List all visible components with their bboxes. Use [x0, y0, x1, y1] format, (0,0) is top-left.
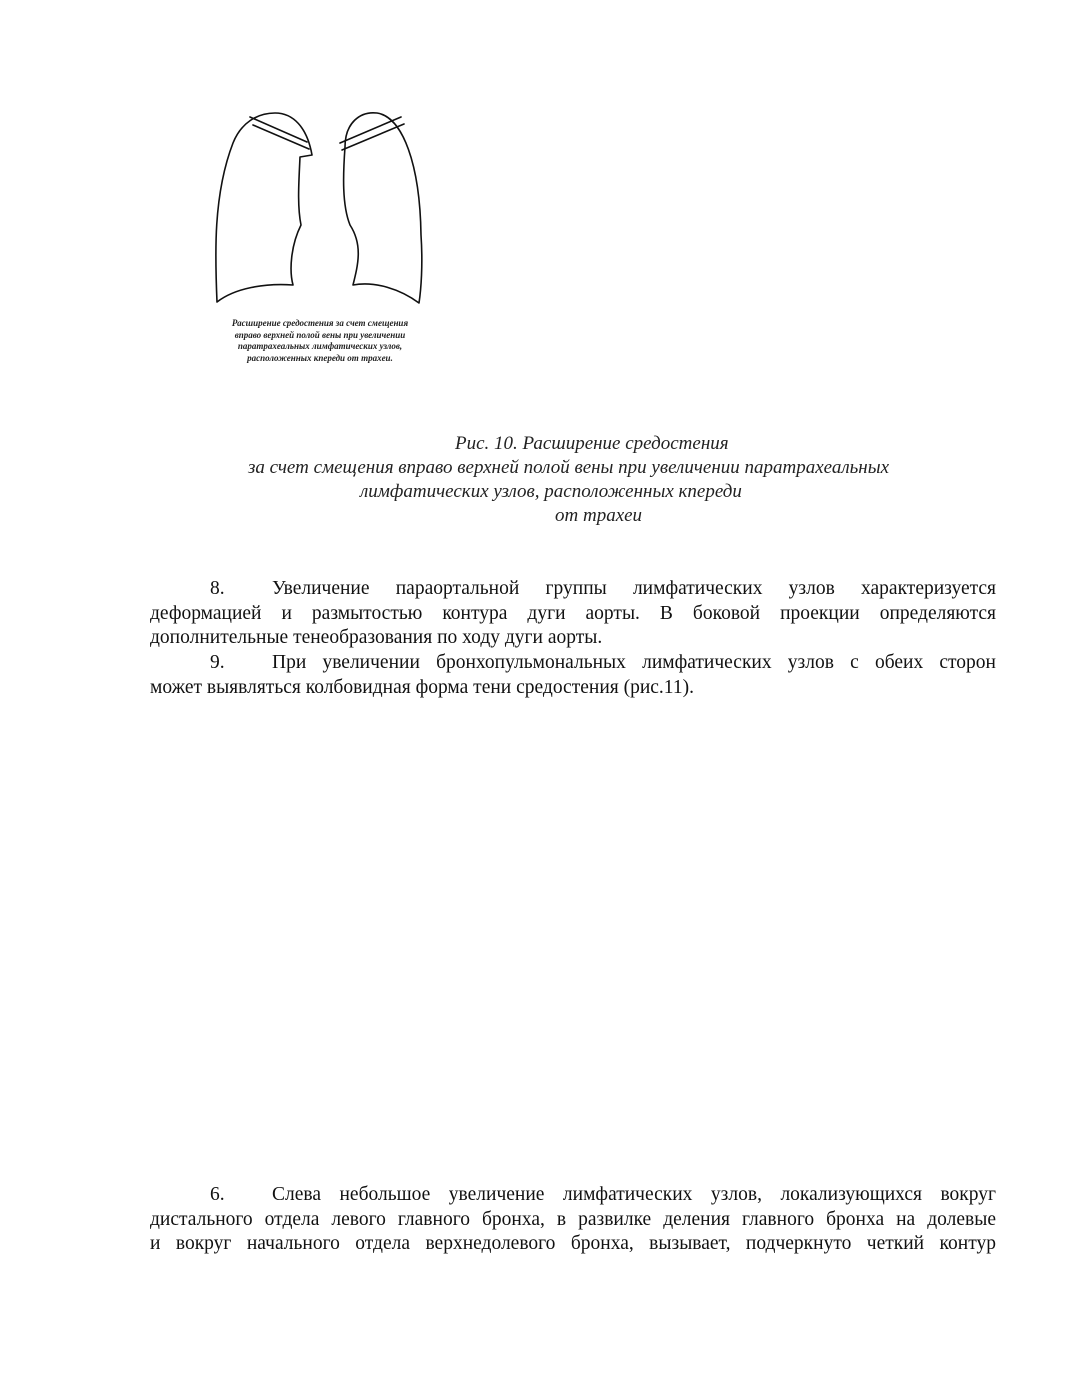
- left-lung-outline: [344, 113, 422, 303]
- paragraph-line: дистального отдела левого главного бронха, в развилке деления главного бронха на долевые: [150, 1208, 996, 1230]
- caption-line: от трахеи: [555, 505, 643, 526]
- paragraph-line: и вокруг начального отдела верхнедолевого бронха, вызывает, подчеркнуто четкий контур: [150, 1233, 996, 1254]
- paragraph-9: [150, 651, 996, 700]
- paragraph-number: 9.: [210, 652, 225, 673]
- figure-inner-caption: [205, 318, 435, 364]
- paragraph-line: может выявляться колбовидная форма тени средостения (рис.11).: [150, 676, 694, 698]
- inner-caption-line: паратрахеальных лимфатических узлов,: [237, 341, 403, 351]
- figure-caption: [150, 432, 1060, 528]
- paragraph-number: 6.: [210, 1184, 225, 1205]
- inner-caption-line: Расширение средостения за счет смещения: [231, 318, 409, 328]
- paragraph-line: Слева небольшое увеличение лимфатических узлов, локализующихся вокруг: [272, 1184, 996, 1205]
- inner-caption-line: расположенных кпереди от трахеи.: [247, 352, 393, 363]
- left-clavicle-line-2: [342, 124, 404, 150]
- paragraph-number: 8.: [210, 578, 225, 599]
- paragraph-8: [150, 577, 996, 651]
- left-clavicle-line-1: [340, 117, 401, 143]
- right-lung-outline: [216, 113, 312, 302]
- right-clavicle-line-1: [250, 117, 307, 142]
- caption-line: лимфатических узлов, расположенных кпереди: [360, 481, 742, 502]
- paragraph-line: Увеличение параортальной группы лимфатических узлов характеризуется: [272, 578, 996, 599]
- mediastinum-widening-drawing: [205, 105, 425, 310]
- right-clavicle-line-2: [253, 125, 309, 149]
- paragraph-6: [150, 1183, 996, 1257]
- caption-line: за счет смещения вправо верхней полой вены при увеличении паратрахеальных: [248, 457, 890, 478]
- caption-line: Рис. 10. Расширение средостения: [455, 433, 729, 454]
- paragraph-line: дополнительные тенеобразования по ходу дуги аорты.: [150, 627, 603, 648]
- paragraph-line: деформацией и размытостью контура дуги аорты. В боковой проекции определяются: [150, 602, 996, 624]
- inner-caption-line: вправо верхней полой вены при увеличении: [234, 329, 406, 340]
- paragraph-line: При увеличении бронхопульмональных лимфатических узлов с обеих сторон: [272, 652, 996, 673]
